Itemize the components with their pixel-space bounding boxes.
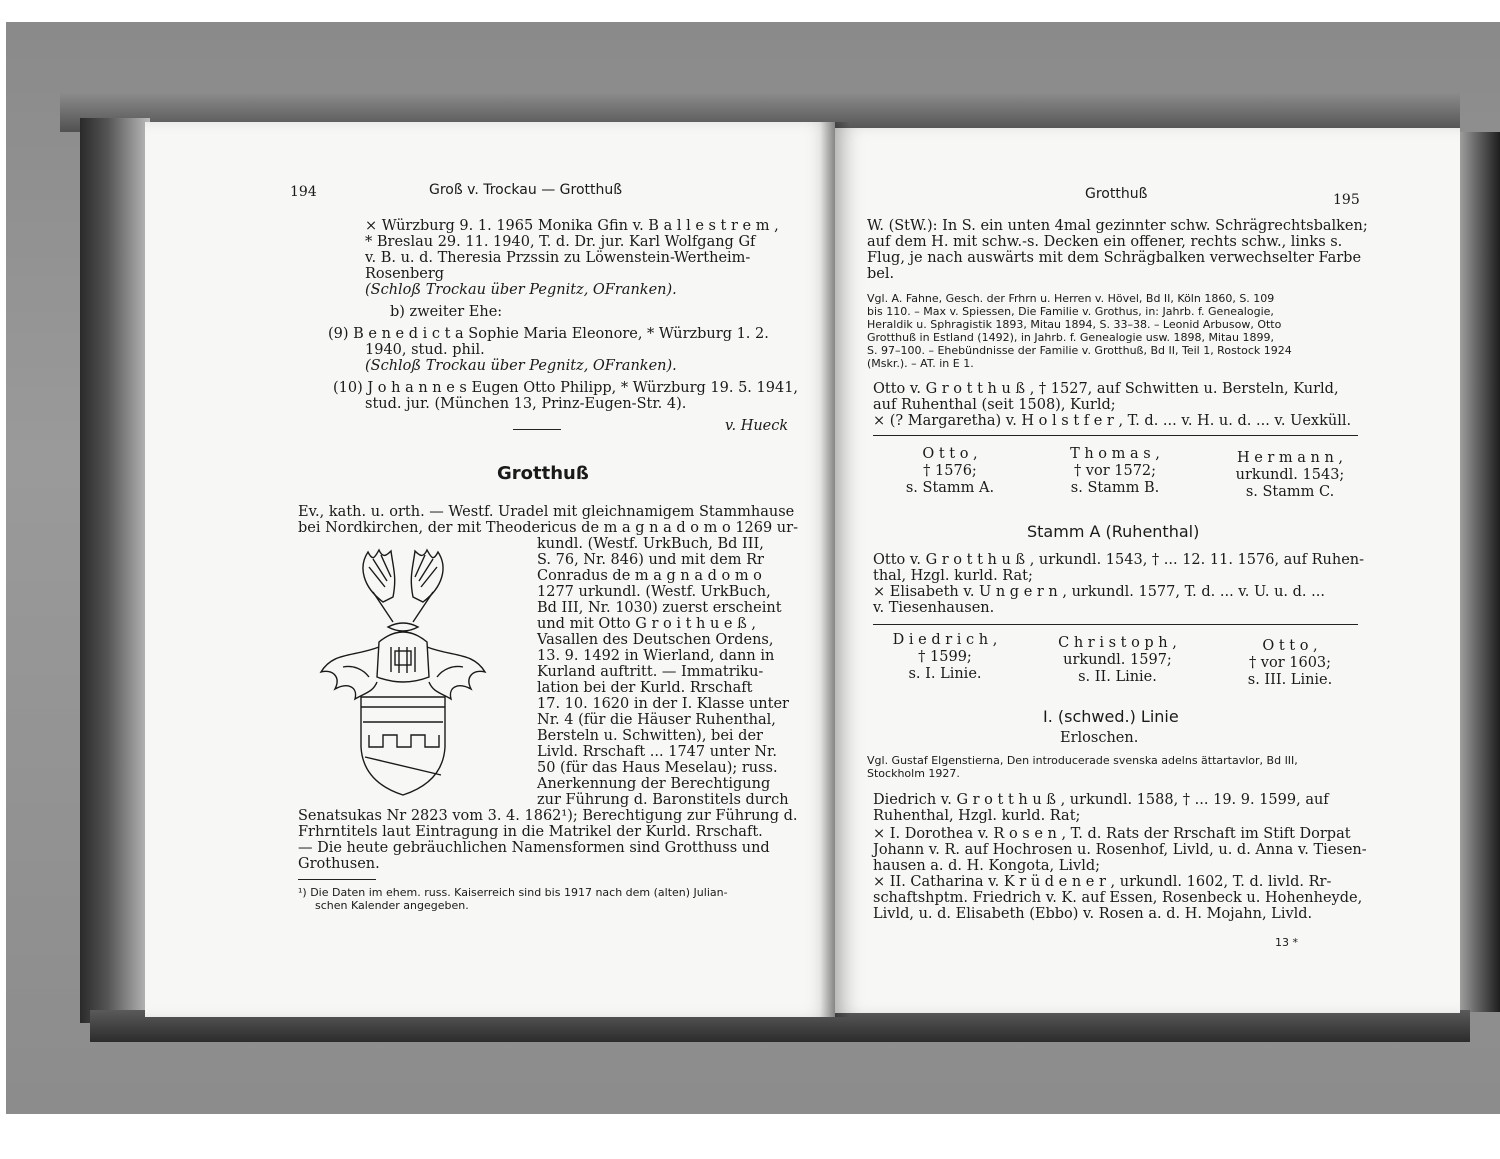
footnote-line: schen Kalender angegeben.: [315, 899, 469, 912]
text-line: * Breslau 29. 11. 1940, T. d. Dr. jur. Karl Wolfgang Gf: [365, 234, 756, 250]
signature-mark: 13 *: [1275, 936, 1298, 949]
child-column: [875, 632, 1015, 683]
child-name: O t t o ,: [1262, 638, 1318, 654]
child-ref: s. Stamm A.: [905, 480, 995, 496]
arms-line: auf dem H. mit schw.-s. Decken ein offener, rechts schw., links s.: [867, 234, 1343, 250]
child-ref: s. Stamm C.: [1245, 484, 1335, 500]
linie-literature-line: Stockholm 1927.: [867, 767, 960, 780]
literature-line: Vgl. A. Fahne, Gesch. der Frhrn u. Herren v. Hövel, Bd II, Köln 1860, S. 109: [867, 292, 1275, 305]
diedrich-entry-line: Ruhenthal, Hzgl. kurld. Rat;: [873, 808, 1081, 824]
section-title: Grotthuß: [497, 463, 589, 484]
section-divider: [513, 429, 561, 430]
body-line: Bd III, Nr. 1030) zuerst erscheint: [537, 600, 782, 616]
linie-literature-line: Vgl. Gustaf Elgenstierna, Den introducerade svenska adelns ättartavlor, Bd III,: [867, 754, 1298, 767]
literature-line: bis 110. – Max v. Spiessen, Die Familie v. Grothus, in: Jahrb. f. Genealogie,: [867, 305, 1274, 318]
diedrich-entry-line: Johann v. R. auf Hochrosen u. Rosenhof, Livld, u. d. Anna v. Tiesen-: [873, 842, 1367, 858]
otto-entry-line: auf Ruhenthal (seit 1508), Kurld;: [873, 397, 1116, 413]
body-line: S. 76, Nr. 846) und mit dem Rr: [537, 552, 764, 568]
diedrich-entry-line: Diedrich v. G r o t t h u ß , urkundl. 1588, † ... 19. 9. 1599, auf: [873, 792, 1329, 808]
text-line: Rosenberg: [365, 266, 445, 282]
text-line: v. B. u. d. Theresia Przssin zu Löwenstein-Wertheim-: [365, 250, 751, 266]
genealogy-brace: [873, 435, 1358, 442]
body-line: Anerkennung der Berechtigung: [537, 776, 771, 792]
stamm-entry-line: v. Tiesenhausen.: [873, 600, 995, 616]
body-line: Nr. 4 (für die Häuser Ruhenthal,: [537, 712, 776, 728]
child-column: [1220, 450, 1360, 501]
coat-of-arms-image: [313, 547, 528, 797]
linie-title: I. (schwed.) Linie: [1043, 707, 1179, 726]
stamm-entry-line: Otto v. G r o t t h u ß , urkundl. 1543, † ... 12. 11. 1576, auf Ruhen-: [873, 552, 1365, 568]
body-line: zur Führung d. Baronstitels durch: [537, 792, 789, 808]
left-running-head: Groß v. Trockau — Grotthuß: [429, 182, 623, 198]
child-date: † vor 1572;: [1073, 463, 1157, 479]
linie-subtitle: Erloschen.: [1060, 730, 1139, 746]
arms-line: W. (StW.): In S. ein unten 4mal gezinnter schw. Schrägrechtsbalken;: [867, 218, 1368, 234]
text-line: (Schloß Trockau über Pegnitz, OFranken).: [365, 358, 677, 374]
otto-entry-line: Otto v. G r o t t h u ß , † 1527, auf Schwitten u. Bersteln, Kurld,: [873, 381, 1339, 397]
body-line: bei Nordkirchen, der mit Theodericus de m a g n a d o m o 1269 ur-: [298, 520, 798, 536]
child-ref: s. Stamm B.: [1070, 480, 1160, 496]
child-column: [1230, 638, 1350, 689]
literature-line: (Mskr.). – AT. in E 1.: [867, 357, 974, 370]
genealogy-brace: [873, 624, 1358, 631]
text-line: stud. jur. (München 13, Prinz-Eugen-Str. 4).: [365, 396, 687, 412]
text-line: ⨯ Würzburg 9. 1. 1965 Monika Gfin v. B a l l e s t r e m ,: [365, 218, 779, 234]
body-line: Bersteln u. Schwitten), bei der: [537, 728, 763, 744]
stamm-title: Stamm A (Ruhenthal): [1027, 522, 1200, 541]
right-page: [835, 128, 1460, 1013]
child-date: † 1599;: [918, 649, 972, 665]
child-date: urkundl. 1543;: [1235, 467, 1345, 483]
body-line: Vasallen des Deutschen Ordens,: [537, 632, 774, 648]
child-date: † vor 1603;: [1248, 655, 1332, 671]
body-line: — Die heute gebräuchlichen Namensformen sind Grotthuss und: [298, 840, 770, 856]
text-line: (10) J o h a n n e s Eugen Otto Philipp, * Würzburg 19. 5. 1941,: [333, 380, 799, 396]
stamm-entry-line: ⨯ Elisabeth v. U n g e r n , urkundl. 1577, T. d. ... v. U. u. d. ...: [873, 584, 1325, 600]
child-ref: s. II. Linie.: [1078, 669, 1157, 685]
arms-line: Flug, je nach auswärts mit dem Schrägbalken verwechselter Farbe: [867, 250, 1362, 266]
child-column: [885, 446, 1015, 497]
child-date: urkundl. 1597;: [1063, 652, 1172, 668]
diedrich-entry-line: hausen a. d. H. Kongota, Livld;: [873, 858, 1100, 874]
footnote-line: ¹) Die Daten im ehem. russ. Kaiserreich sind bis 1917 nach dem (alten) Julian-: [298, 886, 728, 899]
right-page-number: 195: [1333, 192, 1360, 208]
diedrich-entry-line: schaftshptm. Friedrich v. K. auf Essen, Rosenbeck u. Hohenheyde,: [873, 890, 1363, 906]
body-line: Conradus de m a g n a d o m o: [537, 568, 762, 584]
child-name: D i e d r i c h ,: [892, 632, 998, 648]
literature-line: S. 97–100. – Ehebündnisse der Familie v. Grotthuß, Bd II, Teil 1, Rostock 1924: [867, 344, 1292, 357]
otto-entry-line: ⨯ (? Margaretha) v. H o l s t f e r , T. d. ... v. H. u. d. ... v. Uexküll.: [873, 413, 1352, 429]
child-name: C h r i s t o p h ,: [1058, 635, 1177, 651]
child-column: [1050, 446, 1180, 497]
text-line: 1940, stud. phil.: [365, 342, 485, 358]
right-running-head: Grotthuß: [1085, 186, 1148, 202]
child-column: [1045, 635, 1190, 686]
child-name: T h o m a s ,: [1070, 446, 1160, 462]
stamm-entry-line: thal, Hzgl. kurld. Rat;: [873, 568, 1033, 584]
child-name: H e r m a n n ,: [1236, 450, 1344, 466]
body-line: 13. 9. 1492 in Wierland, dann in: [537, 648, 775, 664]
body-line: Livld. Rrschaft ... 1747 unter Nr.: [537, 744, 778, 760]
diedrich-entry-line: Livld, u. d. Elisabeth (Ebbo) v. Rosen a. d. H. Mojahn, Livld.: [873, 906, 1313, 922]
body-line: kundl. (Westf. UrkBuch, Bd III,: [537, 536, 764, 552]
body-line: Grothusen.: [298, 856, 380, 872]
body-line: lation bei der Kurld. Rrschaft: [537, 680, 753, 696]
child-name: O t t o ,: [922, 446, 978, 462]
body-line: und mit Otto G r o i t h u e ß ,: [537, 616, 757, 632]
body-line: 50 (für das Haus Meselau); russ.: [537, 760, 778, 776]
diedrich-entry-line: ⨯ II. Catharina v. K r ü d e n e r , urkundl. 1602, T. d. livld. Rr-: [873, 874, 1332, 890]
body-line: 17. 10. 1620 in der I. Klasse unter: [537, 696, 789, 712]
body-line: Frhrntitels laut Eintragung in die Matrikel der Kurld. Rrschaft.: [298, 824, 763, 840]
body-line: Senatsukas Nr 2823 vom 3. 4. 1862¹); Berechtigung zur Führung d.: [298, 808, 798, 824]
author-signature: v. Hueck: [725, 418, 789, 434]
child-ref: s. I. Linie.: [908, 666, 982, 682]
book-left-edge: [80, 118, 150, 1023]
diedrich-entry-line: ⨯ I. Dorothea v. R o s e n , T. d. Rats der Rrschaft im Stift Dorpat: [873, 826, 1351, 842]
body-line: Kurland auftritt. — Immatriku-: [537, 664, 764, 680]
literature-line: Grotthuß in Estland (1492), in Jahrb. f. Genealogie usw. 1898, Mitau 1899,: [867, 331, 1274, 344]
text-line: (Schloß Trockau über Pegnitz, OFranken).: [365, 282, 677, 298]
body-line: 1277 urkundl. (Westf. UrkBuch,: [537, 584, 771, 600]
child-date: † 1576;: [923, 463, 977, 479]
body-line: Ev., kath. u. orth. — Westf. Uradel mit gleichnamigem Stammhause: [298, 504, 795, 520]
left-page: [145, 122, 835, 1017]
child-ref: s. III. Linie.: [1247, 672, 1333, 688]
text-line: (9) B e n e d i c t a Sophie Maria Eleonore, * Würzburg 1. 2.: [328, 326, 769, 342]
text-line: b) zweiter Ehe:: [390, 304, 503, 320]
footnote-rule: [298, 879, 376, 880]
left-page-number: 194: [290, 184, 317, 200]
literature-line: Heraldik u. Sphragistik 1893, Mitau 1894, S. 33–38. – Leonid Arbusow, Otto: [867, 318, 1282, 331]
arms-line: bel.: [867, 266, 895, 282]
